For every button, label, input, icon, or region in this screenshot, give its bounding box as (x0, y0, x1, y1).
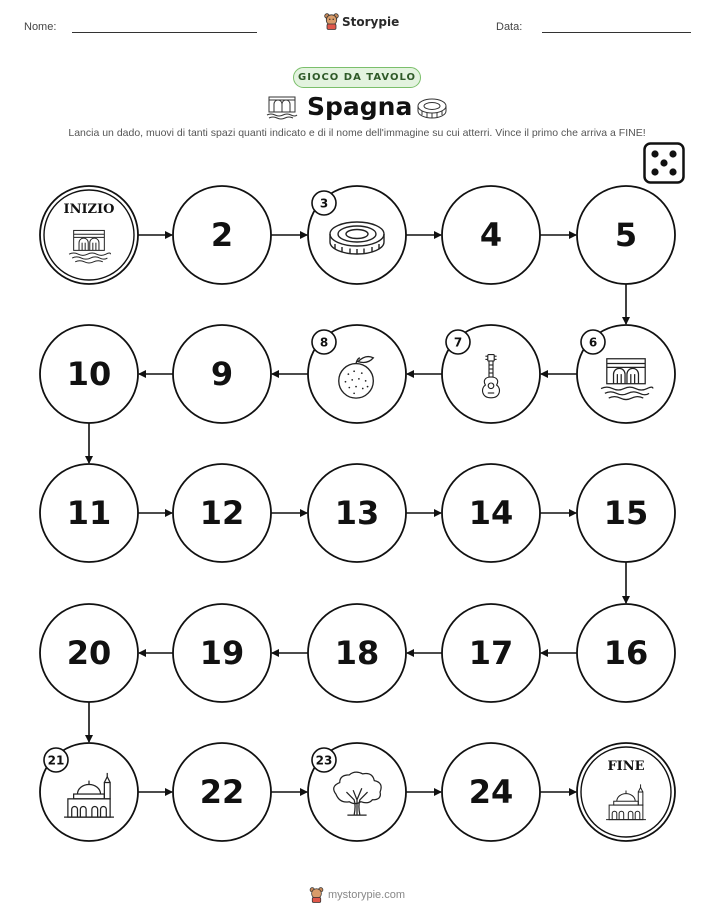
space-number: 14 (468, 494, 514, 532)
board-space-13 (308, 464, 406, 562)
board-space-11 (40, 464, 138, 562)
space-number: 6 (588, 335, 598, 350)
space-number: 5 (614, 216, 638, 254)
board-space-5 (577, 186, 675, 284)
footer-site: mystorypie.com (328, 889, 406, 901)
space-number: 4 (479, 216, 503, 254)
bear-mascot-icon (309, 887, 324, 903)
board-space-24 (442, 743, 540, 841)
board-space-15 (577, 464, 675, 562)
space-number: 2 (210, 216, 234, 254)
board-space-9 (173, 325, 271, 423)
space-number: 18 (334, 634, 380, 672)
space-number: 22 (199, 773, 245, 811)
brand-name: Storypie (342, 14, 400, 29)
space-number: 20 (66, 634, 112, 672)
space-number: 23 (315, 753, 333, 768)
board-space-22 (173, 743, 271, 841)
space-number: 3 (319, 196, 329, 211)
footer (309, 887, 405, 903)
space-number: 24 (468, 773, 514, 811)
space-number: 7 (453, 335, 463, 350)
board-space-1 (40, 186, 138, 284)
game-type-badge: GIOCO DA TAVOLO (293, 67, 421, 88)
board-space-16 (577, 604, 675, 702)
name-label: Nome: (24, 21, 57, 33)
space-number: 8 (319, 335, 329, 350)
board-space-8 (308, 325, 406, 423)
space-number: 16 (603, 634, 649, 672)
board-space-17 (442, 604, 540, 702)
board-spaces (40, 186, 675, 841)
space-number: 10 (66, 355, 112, 393)
board-space-18 (308, 604, 406, 702)
board-space-2 (173, 186, 271, 284)
board-space-6 (577, 325, 675, 423)
space-number: 9 (210, 355, 234, 393)
board-space-14 (442, 464, 540, 562)
date-label: Data: (496, 21, 523, 33)
board-space-3 (308, 186, 406, 284)
space-circle (40, 186, 138, 284)
board-space-21 (40, 743, 138, 841)
start-label: INIZIO (63, 202, 115, 217)
board-space-19 (173, 604, 271, 702)
board-space-25 (577, 743, 675, 841)
space-number: 17 (468, 634, 514, 672)
space-number: 12 (199, 494, 245, 532)
space-number: 13 (334, 494, 380, 532)
space-number: 15 (603, 494, 649, 532)
board-space-12 (173, 464, 271, 562)
instructions-text: Lancia un dado, muovi di tanti spazi quanti indicato e di il nome dell'immagine su cui atterri. Vince il primo che arriva a FINE! (68, 127, 646, 139)
board-space-7 (442, 325, 540, 423)
page-title: Spagna (307, 92, 413, 121)
board-space-4 (442, 186, 540, 284)
finish-label: FINE (607, 759, 645, 774)
space-number: 19 (199, 634, 245, 672)
board-space-20 (40, 604, 138, 702)
board-space-10 (40, 325, 138, 423)
space-number: 21 (47, 753, 65, 768)
space-number: 11 (66, 494, 112, 532)
board-space-23 (308, 743, 406, 841)
